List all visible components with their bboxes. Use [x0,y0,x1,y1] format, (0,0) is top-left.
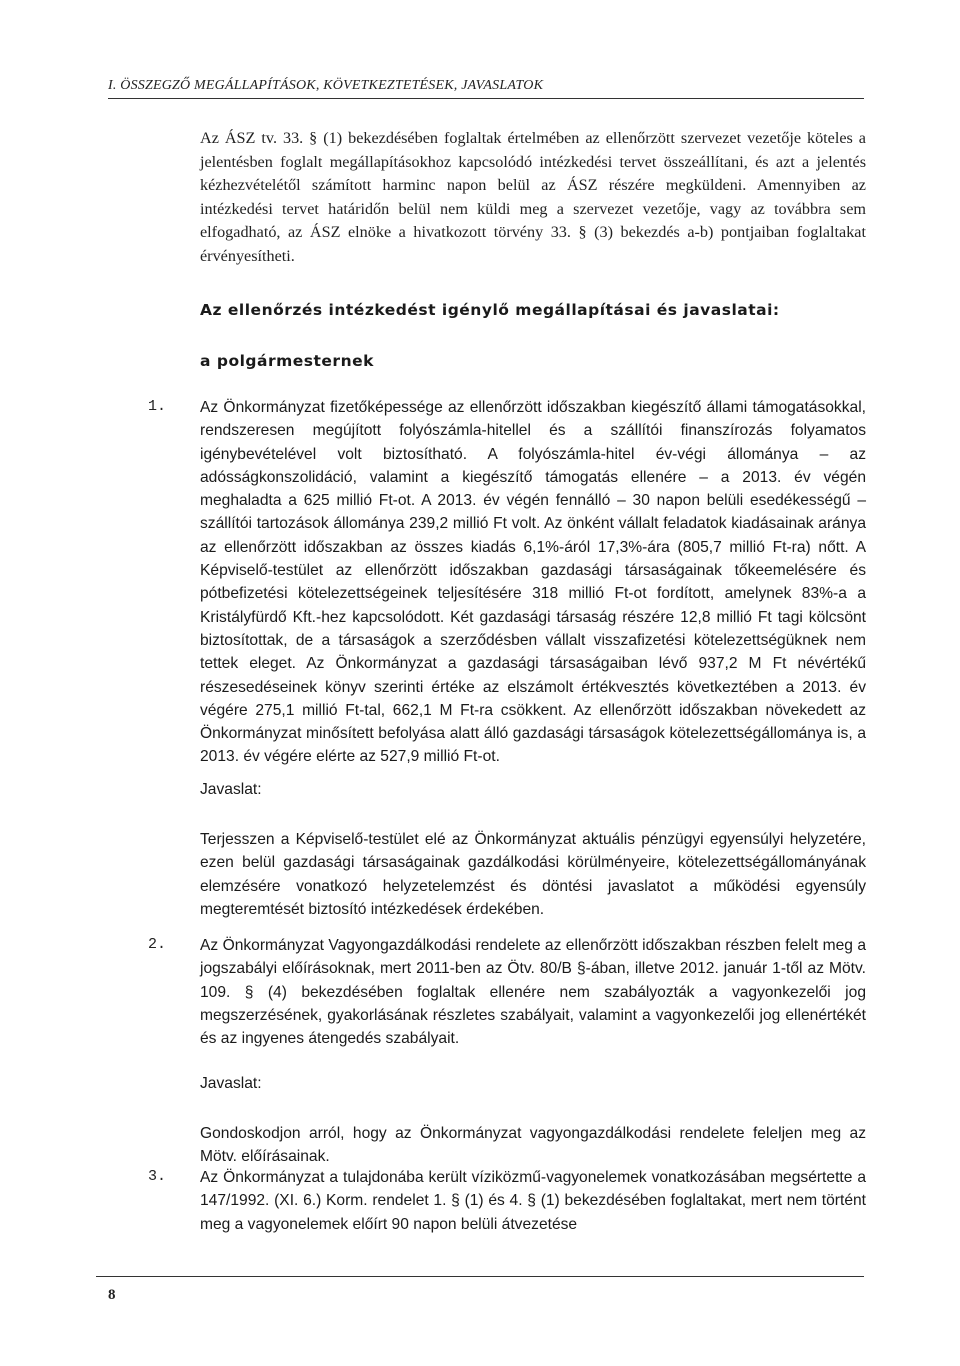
proposal-text: Gondoskodjon arról, hogy az Önkormányzat vagyongazdálkodási rendelete feleljen meg az Mötv. előírásainak. [200,1125,866,1166]
finding-text: Az Önkormányzat a tulajdonába került víziközmű-vagyonelemek vonatkozásában megsértette a 147/1992. (XI. 6.) Korm. rendelet 1. § (1) és 4. § (1) bekezdésében foglaltakat, mert nem történt meg a vagyonelemek előírt 90 napon belüli átvezetése [200,1169,866,1233]
running-header: I. ÖSSZEGZŐ MEGÁLLAPÍTÁSOK, KÖVETKEZTETÉSEK, JAVASLATOK [108,78,544,93]
addressee-heading: a polgármesternek [200,352,374,370]
proposal-text: Terjesszen a Képviselő-testület elé az Önkormányzat aktuális pénzügyi egyensúlyi helyzetére, ezen belül gazdasági társaságainak gazdálkodási körülményeire, kötelezettségállományának elemzésére vonatkozó helyzetelemzést és döntési javaslatot a működési egyensúly megteremtését biztosító intézkedések érdekében. [200,831,866,918]
finding-text: Az Önkormányzat fizetőképessége az ellenőrzött időszakban kiegészítő állami támogatásokkal, rendszeresen megújított folyószámla-hitellel és a szállítói finanszírozás folyamatos igénybevételével volt biztosítható. A folyószámla-hitel év-végi állománya – az adósságkonszolidáció, valamint a kiegészítő támogatás ellenére – a 2013. év végén meghaladta a 625 millió Ft-ot. A 2013. év végén fennálló – 30 napon belüli esedékességű – szállítói tartozások állománya 239,2 millió Ft volt. Az önként vállalt feladatok kiadásainak aránya az ellenőrzött időszakban az összes kiadás 6,1%-áról 17,3%-ára (805,7 millió Ft-ra) nőtt. A Képviselő-testület az ellenőrzött időszakban gazdasági társaságainak tőkeemelésére és pótbefizetési kötelezettségeinek teljesítésére 318 millió Ft-ot fordított, amelynek 83%-a a Kristályfürdő Kft.-hez kapcsolódott. Két gazdasági társaság részére 12,8 millió Ft tagi kölcsönt biztosítottak, de a társaságok a szerződésben vállalt visszafizetési kötelezettségüknek nem tettek eleget. Az Önkormányzat a gazdasági társaságaiban lévő 937,2 M Ft névértékű részesedéseinek könyv szerinti értéke az elszámolt értékvesztés következtében a 2013. év végére 275,1 millió Ft-tal, 662,1 M Ft-ra csökkent. Az ellenőrzött időszakban növekedett az Önkormányzat minősített befolyása alatt álló gazdasági társaságok kötelezettségállománya is, a 2013. év végére elérte az 527,9 millió Ft-ot. [200,399,866,766]
page-number: 8 [108,1287,116,1303]
proposal-label: Javaslat: [200,781,262,798]
finding-text: Az Önkormányzat Vagyongazdálkodási rendelete az ellenőrzött időszakban részben felelt meg a jogszabályi előírásoknak, mert 2011-ben az Ötv. 80/B §-ában, illetve 2012. január 1-től az Mötv. 109. § (4) bekezdésében foglaltak ellenére nem szabályozták a vagyonkezelői jog megszerzésének, gyakorlásának részletes szabályait, valamint a vagyonkezelői jog ellenértékét és az ingyenes átengedés szabályait. [200,937,866,1048]
finding-number: 3. [148,1168,167,1185]
footer-rule [96,1276,864,1277]
intro-paragraph: Az ÁSZ tv. 33. § (1) bekezdésében foglaltak értelmében az ellenőrzött szervezet vezetője köteles a jelentésben foglalt megállapításokhoz kapcsolódó intézkedési tervet összeállítani, és azt a jelentés kézhezvételétől számított harminc napon belül az ÁSZ részére megküldeni. Amennyiben az intézkedési tervet határidőn belül nem küldi meg a szervezet vezetője, vagy az továbbra sem elfogadható, az ÁSZ elnöke a hivatkozott törvény 33. § (3) bekezdés a-b) pontjaiban foglaltakat érvényesítheti. [200,129,866,265]
section-heading: Az ellenőrzés intézkedést igénylő megállapításai és javaslatai: [200,301,780,319]
finding-number: 1. [148,398,167,415]
proposal-label: Javaslat: [200,1075,262,1092]
finding-number: 2. [148,936,167,953]
header-rule [108,98,864,99]
